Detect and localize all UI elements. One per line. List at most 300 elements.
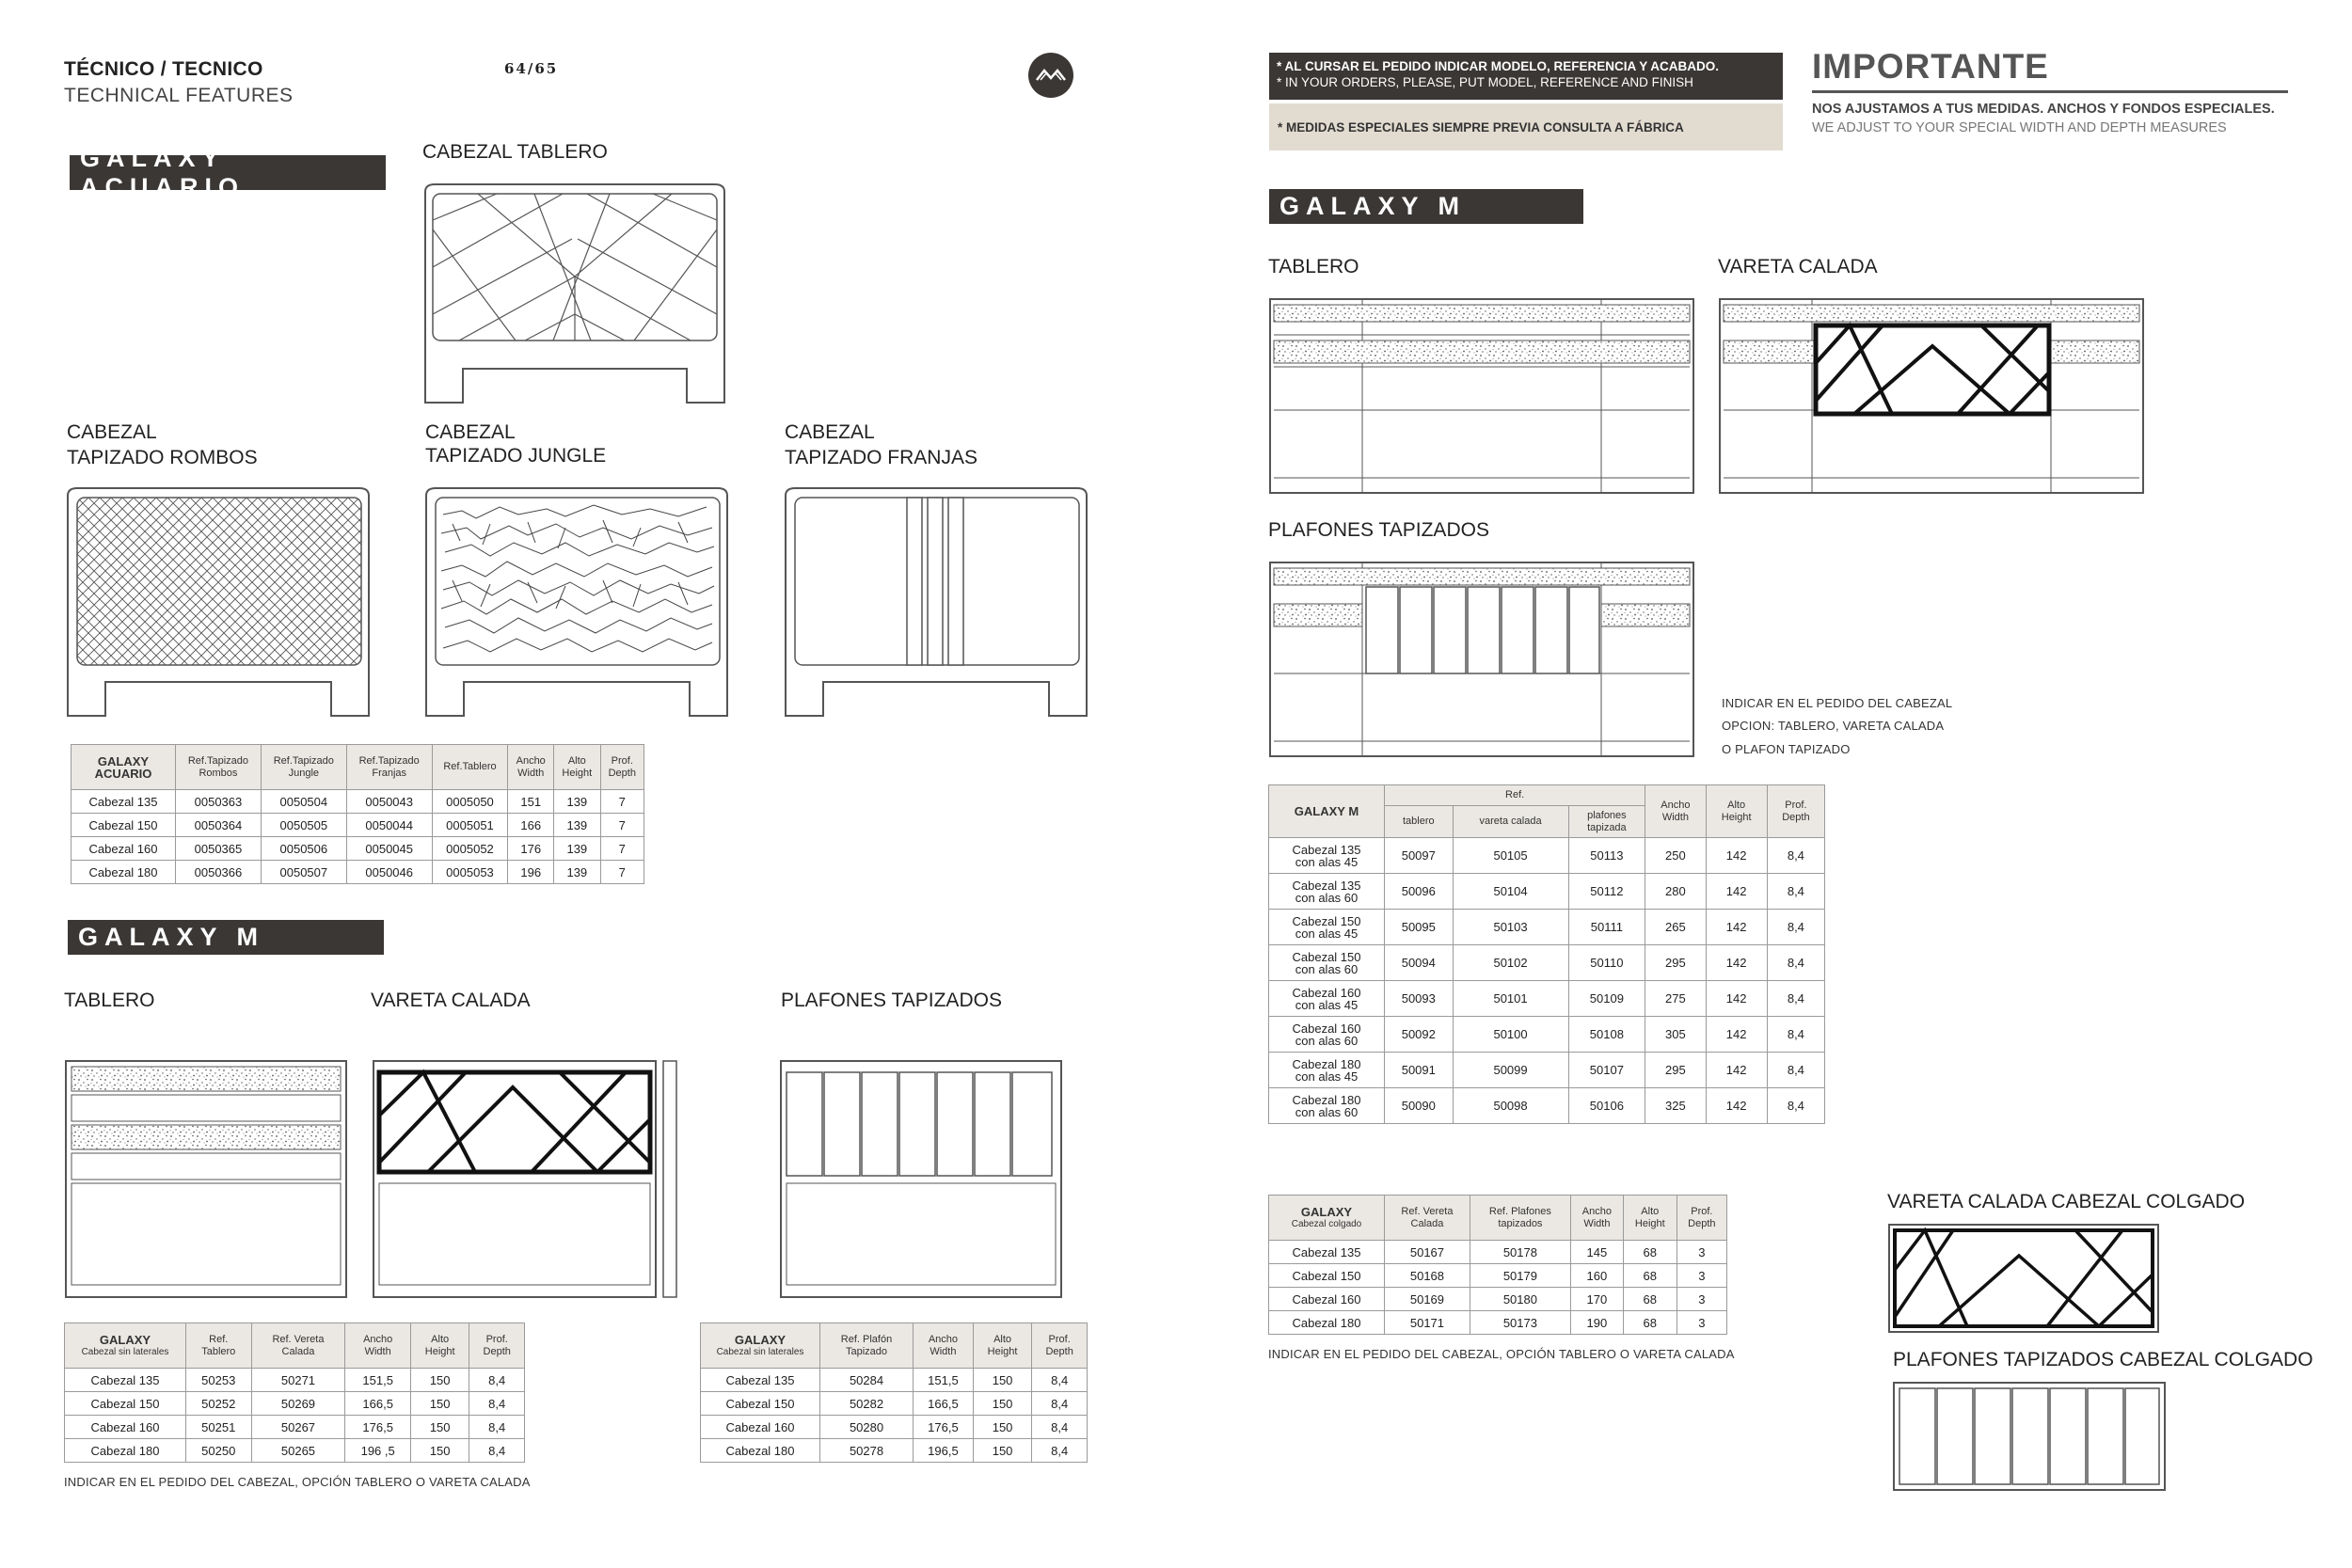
important-title: IMPORTANTE [1812,47,2049,86]
drawing-m-tablero-right [1268,297,1695,495]
row-label: Cabezal 135 [1269,1241,1385,1264]
th-c5a: Ancho [516,754,546,767]
important-line1: NOS AJUSTAMOS A TUS MEDIDAS. ANCHOS Y FONDOS ESPECIALES. [1812,102,2275,117]
table-cell: 139 [554,861,601,884]
table-cell: 0050507 [261,861,346,884]
table-cell: 50113 [1568,838,1645,874]
row-label: Cabezal 135 [701,1369,820,1392]
table-cell: 50110 [1568,945,1645,981]
th-c3a: Ancho [1581,1205,1612,1217]
table-cell: 50099 [1453,1053,1568,1088]
th-c4b: Depth [1045,1345,1073,1357]
table-cell: 3 [1677,1288,1726,1311]
label-rombos-1: CABEZAL [67,421,157,443]
table-cell: 50267 [251,1416,345,1439]
th-c2b: Calada [281,1345,315,1357]
th-c3b: Franjas [372,767,407,779]
table-cell: 3 [1677,1311,1726,1335]
table-cell: 166,5 [345,1392,411,1416]
row-label: Cabezal 180 [1269,1311,1385,1335]
table-cell: 3 [1677,1241,1726,1264]
table-cell: 50111 [1568,910,1645,945]
table-cell: 50090 [1385,1088,1454,1124]
label-rombos-2: TAPIZADO ROMBOS [67,447,258,468]
table-cell: 150 [973,1439,1032,1463]
row-label [1269,1017,1385,1053]
th-c4: Ref.Tablero [432,745,508,790]
banner-galaxy-m-left: GALAXY M [68,920,384,955]
table-cell: 150 [973,1369,1032,1392]
table-cell: 150 [973,1416,1032,1439]
drawing-tapizado-jungle [424,486,731,717]
banner-galaxy-m-right: GALAXY M [1269,189,1583,224]
drawing-cabezal-tablero [421,182,728,404]
table-cell: 8,4 [1767,1053,1824,1088]
th-c3a: Ancho [363,1333,393,1345]
table-row [1269,1288,1727,1311]
drawing-m-tablero-left [64,1059,348,1299]
table-cell: 50178 [1470,1241,1570,1264]
th-c1a: Ref.Tapizado [187,754,249,767]
label-tablero-right: TABLERO [1268,256,1359,277]
row-label-line1: Cabezal 180 [1292,1092,1361,1107]
table-cell: 50282 [820,1392,914,1416]
table-cell: 50101 [1453,981,1568,1017]
table-galaxy-m-tablero-left [64,1323,525,1463]
table-cell: 50168 [1385,1264,1470,1288]
table-row [72,861,644,884]
table-cell: 50109 [1568,981,1645,1017]
row-label: Cabezal 160 [701,1416,820,1439]
th-ref: Ref. [1385,785,1645,806]
drawing-m-vareta-left [372,1059,678,1299]
table-cell: 142 [1706,1088,1767,1124]
label-vareta-right: VARETA CALADA [1718,256,1878,277]
table-cell: 8,4 [469,1416,525,1439]
row-label: Cabezal 180 [72,861,176,884]
th-c1b: Width [1661,811,1689,823]
row-label-line1: Cabezal 160 [1292,985,1361,1000]
drawing-tapizado-franjas [784,486,1090,717]
label-franjas-1: CABEZAL [785,421,875,443]
th-c2b: Jungle [288,767,320,779]
th-r1: tablero [1385,806,1454,838]
table-row [1269,981,1825,1017]
important-line-en: * IN YOUR ORDERS, PLEASE, PUT MODEL, REFERENCE AND FINISH [1277,75,1693,89]
table-cell: 8,4 [1767,945,1824,981]
table-cell: 50091 [1385,1053,1454,1088]
table-cell: 166 [508,814,554,837]
label-tablero-left: TABLERO [64,990,155,1011]
th-title: GALAXY [97,753,150,768]
th-c1b: Rombos [199,767,238,779]
table-cell: 139 [554,790,601,814]
table-cell: 8,4 [1767,838,1824,874]
row-label: Cabezal 160 [72,837,176,861]
table-cell: 142 [1706,1017,1767,1053]
table-cell: 68 [1623,1288,1677,1311]
table-row [1269,874,1825,910]
table-cell: 50251 [186,1416,252,1439]
table-cell: 0005053 [432,861,508,884]
table-cell: 8,4 [1032,1416,1088,1439]
table-cell: 8,4 [469,1369,525,1392]
table-cell: 176,5 [914,1416,974,1439]
row-label-line1: Cabezal 160 [1292,1021,1361,1036]
table-row [1269,838,1825,874]
th-c3a: Alto [993,1333,1012,1345]
label-vareta-colgado: VARETA CALADA CABEZAL COLGADO [1887,1191,2246,1212]
table-cell: 176,5 [345,1416,411,1439]
th-sub: Cabezal sin laterales [81,1346,169,1357]
note-left: INDICAR EN EL PEDIDO DEL CABEZAL, OPCIÓN TABLERO O VARETA CALADA [64,1475,531,1489]
table-cell: 150 [973,1392,1032,1416]
table-row [1269,945,1825,981]
table-cell: 7 [600,861,644,884]
row-label [1269,945,1385,981]
table-cell: 50269 [251,1392,345,1416]
table-row [72,790,644,814]
side-note-2: OPCION: TABLERO, VARETA CALADA [1722,719,1945,733]
table-cell: 0050365 [176,837,262,861]
table-row [72,814,644,837]
th-c2a: Ref. Plafones [1488,1205,1551,1217]
table-cell: 8,4 [469,1439,525,1463]
mountain-logo-icon [1028,53,1073,98]
table-cell: 50093 [1385,981,1454,1017]
table-cell: 50180 [1470,1288,1570,1311]
table-cell: 0005051 [432,814,508,837]
table-cell: 275 [1645,981,1706,1017]
th-c3b: Width [1583,1217,1611,1229]
table-cell: 0005050 [432,790,508,814]
th-c3b: Depth [1782,811,1810,823]
table-cell: 139 [554,837,601,861]
table-cell: 50103 [1453,910,1568,945]
table-row [1269,910,1825,945]
table-cell: 151,5 [345,1369,411,1392]
th-c4a: Alto [1641,1205,1660,1217]
th-c1a: Ancho [1661,799,1691,811]
table-cell: 68 [1623,1264,1677,1288]
section-subtitle: TECHNICAL FEATURES [64,85,294,106]
important-line-es: * AL CURSAR EL PEDIDO INDICAR MODELO, REFERENCIA Y ACABADO. [1277,59,1720,73]
table-cell: 50112 [1568,874,1645,910]
row-label-line2: con alas 45 [1295,854,1359,869]
table-cell: 50100 [1453,1017,1568,1053]
th-c2b: Width [930,1345,957,1357]
table-cell: 7 [600,837,644,861]
th-title: GALAXY [734,1332,787,1347]
row-label: Cabezal 150 [72,814,176,837]
table-cell: 8,4 [1032,1369,1088,1392]
th-c7a: Prof. [611,754,633,767]
table-cell: 176 [508,837,554,861]
th-c1b: Tablero [201,1345,236,1357]
table-cell: 50106 [1568,1088,1645,1124]
table-galaxy-m-plafones-left [700,1323,1088,1463]
table-cell: 50097 [1385,838,1454,874]
row-label [1269,1088,1385,1124]
table-row [701,1416,1088,1439]
table-cell: 68 [1623,1241,1677,1264]
drawing-m-plafones-left [779,1059,1063,1299]
row-label-line1: Cabezal 180 [1292,1056,1361,1071]
th-c5b: Width [517,767,545,779]
table-cell: 196 ,5 [345,1439,411,1463]
table-cell: 0050045 [346,837,432,861]
table-cell: 50280 [820,1416,914,1439]
row-label-line2: con alas 60 [1295,890,1359,905]
table-cell: 145 [1570,1241,1623,1264]
label-jungle-2: TAPIZADO JUNGLE [425,445,607,467]
table-cell: 142 [1706,1053,1767,1088]
table-cell: 50284 [820,1369,914,1392]
row-label-line2: con alas 45 [1295,926,1359,941]
table-cell: 0050363 [176,790,262,814]
important-rule [1812,90,2288,93]
row-label-line2: con alas 45 [1295,1069,1359,1084]
banner-galaxy-acuario: GALAXY ACUARIO [70,155,386,190]
row-label-line1: Cabezal 150 [1292,949,1361,964]
label-plafones-colgado: PLAFONES TAPIZADOS CABEZAL COLGADO [1893,1349,2313,1370]
important-box-light: * MEDIDAS ESPECIALES SIEMPRE PREVIA CONSULTA A FÁBRICA [1269,103,1783,150]
th-title: GALAXY M [1269,785,1385,838]
table-cell: 50107 [1568,1053,1645,1088]
th-c1a: Ref. Vereta [1401,1205,1454,1217]
table-galaxy-acuario [71,744,644,884]
label-plafones-right: PLAFONES TAPIZADOS [1268,519,1489,541]
row-label-line1: Cabezal 150 [1292,913,1361,928]
th-c2a: Ref. Vereta [272,1333,325,1345]
th-c2b: Height [1721,811,1752,823]
table-cell: 295 [1645,945,1706,981]
table-cell: 50171 [1385,1311,1470,1335]
table-cell: 0050046 [346,861,432,884]
table-row [701,1392,1088,1416]
table-galaxy-colgado [1268,1195,1727,1335]
table-cell: 50265 [251,1439,345,1463]
row-label: Cabezal 180 [65,1439,186,1463]
label-franjas-2: TAPIZADO FRANJAS [785,447,977,468]
table-cell: 170 [1570,1288,1623,1311]
th-c7b: Depth [608,767,636,779]
table-cell: 295 [1645,1053,1706,1088]
row-label [1269,874,1385,910]
section-title: TÉCNICO / TECNICO [64,58,263,80]
table-cell: 151,5 [914,1369,974,1392]
table-cell: 8,4 [1767,1017,1824,1053]
drawing-tapizado-rombos [66,486,373,717]
table-cell: 150 [410,1369,469,1392]
table-cell: 8,4 [469,1392,525,1416]
table-cell: 50271 [251,1369,345,1392]
table-row [72,837,644,861]
table-cell: 50179 [1470,1264,1570,1288]
th-c6a: Alto [567,754,586,767]
table-cell: 8,4 [1032,1439,1088,1463]
th-r2: vareta calada [1453,806,1568,838]
table-row [701,1369,1088,1392]
table-cell: 150 [410,1416,469,1439]
table-cell: 280 [1645,874,1706,910]
row-label: Cabezal 150 [65,1392,186,1416]
th-c5a: Prof. [485,1333,508,1345]
table-cell: 50092 [1385,1017,1454,1053]
th-c5b: Depth [483,1345,511,1357]
th-c3a: Ref.Tapizado [358,754,420,767]
table-cell: 8,4 [1032,1392,1088,1416]
drawing-vareta-colgado [1887,1223,2160,1334]
table-cell: 50169 [1385,1288,1470,1311]
table-cell: 50173 [1470,1311,1570,1335]
row-label-line2: con alas 45 [1295,997,1359,1012]
row-label: Cabezal 160 [1269,1288,1385,1311]
th-title: GALAXY [99,1332,151,1347]
table-row [1269,1311,1727,1335]
table-cell: 50252 [186,1392,252,1416]
th-c4a: Prof. [1048,1333,1071,1345]
th-c1b: Tapizado [845,1345,888,1357]
table-cell: 196 [508,861,554,884]
table-cell: 150 [410,1392,469,1416]
label-cabezal-tablero: CABEZAL TABLERO [422,141,608,163]
table-cell: 50253 [186,1369,252,1392]
th-c5a: Prof. [1691,1205,1713,1217]
table-cell: 142 [1706,981,1767,1017]
row-label: Cabezal 160 [65,1416,186,1439]
table-cell: 160 [1570,1264,1623,1288]
page-number: 64/65 [504,60,559,77]
th-c6b: Height [562,767,593,779]
side-note-3: O PLAFON TAPIZADO [1722,742,1851,756]
table-cell: 0050506 [261,837,346,861]
table-cell: 142 [1706,838,1767,874]
table-cell: 142 [1706,945,1767,981]
row-label-line2: con alas 60 [1295,1104,1359,1119]
drawing-m-vareta-right [1718,297,2145,495]
row-label: Cabezal 180 [701,1439,820,1463]
table-cell: 0050044 [346,814,432,837]
row-label-line2: con alas 60 [1295,1033,1359,1048]
row-label-line1: Cabezal 135 [1292,842,1361,857]
table-cell: 50108 [1568,1017,1645,1053]
table-row [1269,1053,1825,1088]
drawing-plafones-colgado [1892,1381,2167,1492]
table-cell: 68 [1623,1311,1677,1335]
table-cell: 0050505 [261,814,346,837]
table-cell: 150 [410,1439,469,1463]
side-note-1: INDICAR EN EL PEDIDO DEL CABEZAL [1722,696,1953,710]
table-cell: 8,4 [1767,981,1824,1017]
th-sub: Cabezal colgado [1291,1218,1362,1229]
table-cell: 190 [1570,1311,1623,1335]
table-row [1269,1264,1727,1288]
th-c3b: Height [987,1345,1018,1357]
table-cell: 50105 [1453,838,1568,874]
row-label: Cabezal 150 [701,1392,820,1416]
table-row [1269,1088,1825,1124]
table-row [65,1369,525,1392]
important-line2: WE ADJUST TO YOUR SPECIAL WIDTH AND DEPTH MEASURES [1812,120,2227,135]
th-c2b: tapizados [1498,1217,1543,1229]
row-label [1269,838,1385,874]
th-c5b: Depth [1688,1217,1716,1229]
table-cell: 8,4 [1767,910,1824,945]
table-cell: 0005052 [432,837,508,861]
table-row [701,1439,1088,1463]
th-c1a: Ref. Plafón [840,1333,893,1345]
label-jungle-1: CABEZAL [425,421,516,443]
table-cell: 265 [1645,910,1706,945]
table-cell: 50095 [1385,910,1454,945]
brand-logo [1028,53,1073,98]
table-cell: 0050364 [176,814,262,837]
th-c2a: Alto [1727,799,1746,811]
table-cell: 325 [1645,1088,1706,1124]
th-c1a: Ref. [209,1333,229,1345]
table-cell: 166,5 [914,1392,974,1416]
table-row [65,1439,525,1463]
table-cell: 50104 [1453,874,1568,910]
th-c3b: Width [364,1345,391,1357]
row-label-line2: con alas 60 [1295,961,1359,976]
table-cell: 0050504 [261,790,346,814]
table-cell: 250 [1645,838,1706,874]
table-cell: 8,4 [1767,1088,1824,1124]
th-c4b: Height [1634,1217,1665,1229]
table-cell: 50167 [1385,1241,1470,1264]
table-cell: 142 [1706,874,1767,910]
th-c2a: Ancho [928,1333,959,1345]
th-sub: Cabezal sin laterales [716,1346,804,1357]
table-cell: 0050366 [176,861,262,884]
label-vareta-left: VARETA CALADA [371,990,531,1011]
colgado-note: INDICAR EN EL PEDIDO DEL CABEZAL, OPCIÓN TABLERO O VARETA CALADA [1268,1347,1735,1361]
table-cell: 0050043 [346,790,432,814]
row-label [1269,1053,1385,1088]
row-label-line1: Cabezal 135 [1292,878,1361,893]
row-label: Cabezal 135 [65,1369,186,1392]
table-cell: 8,4 [1767,874,1824,910]
table-cell: 50098 [1453,1088,1568,1124]
th-c4a: Alto [431,1333,450,1345]
th-r3a: plafones [1587,809,1627,821]
table-cell: 50102 [1453,945,1568,981]
row-label [1269,910,1385,945]
table-cell: 196,5 [914,1439,974,1463]
row-label: Cabezal 135 [72,790,176,814]
th-r3b: tapizada [1587,821,1627,833]
table-row [65,1392,525,1416]
drawing-m-plafones-right [1268,561,1695,758]
table-cell: 7 [600,814,644,837]
th-title2: ACUARIO [94,766,152,781]
table-cell: 305 [1645,1017,1706,1053]
important-box-dark [1269,53,1783,100]
table-cell: 7 [600,790,644,814]
table-cell: 151 [508,790,554,814]
row-label: Cabezal 150 [1269,1264,1385,1288]
table-cell: 50094 [1385,945,1454,981]
th-c1b: Calada [1410,1217,1444,1229]
row-label [1269,981,1385,1017]
table-cell: 50250 [186,1439,252,1463]
table-row [65,1416,525,1439]
table-row [1269,1017,1825,1053]
table-cell: 50278 [820,1439,914,1463]
table-cell: 50096 [1385,874,1454,910]
